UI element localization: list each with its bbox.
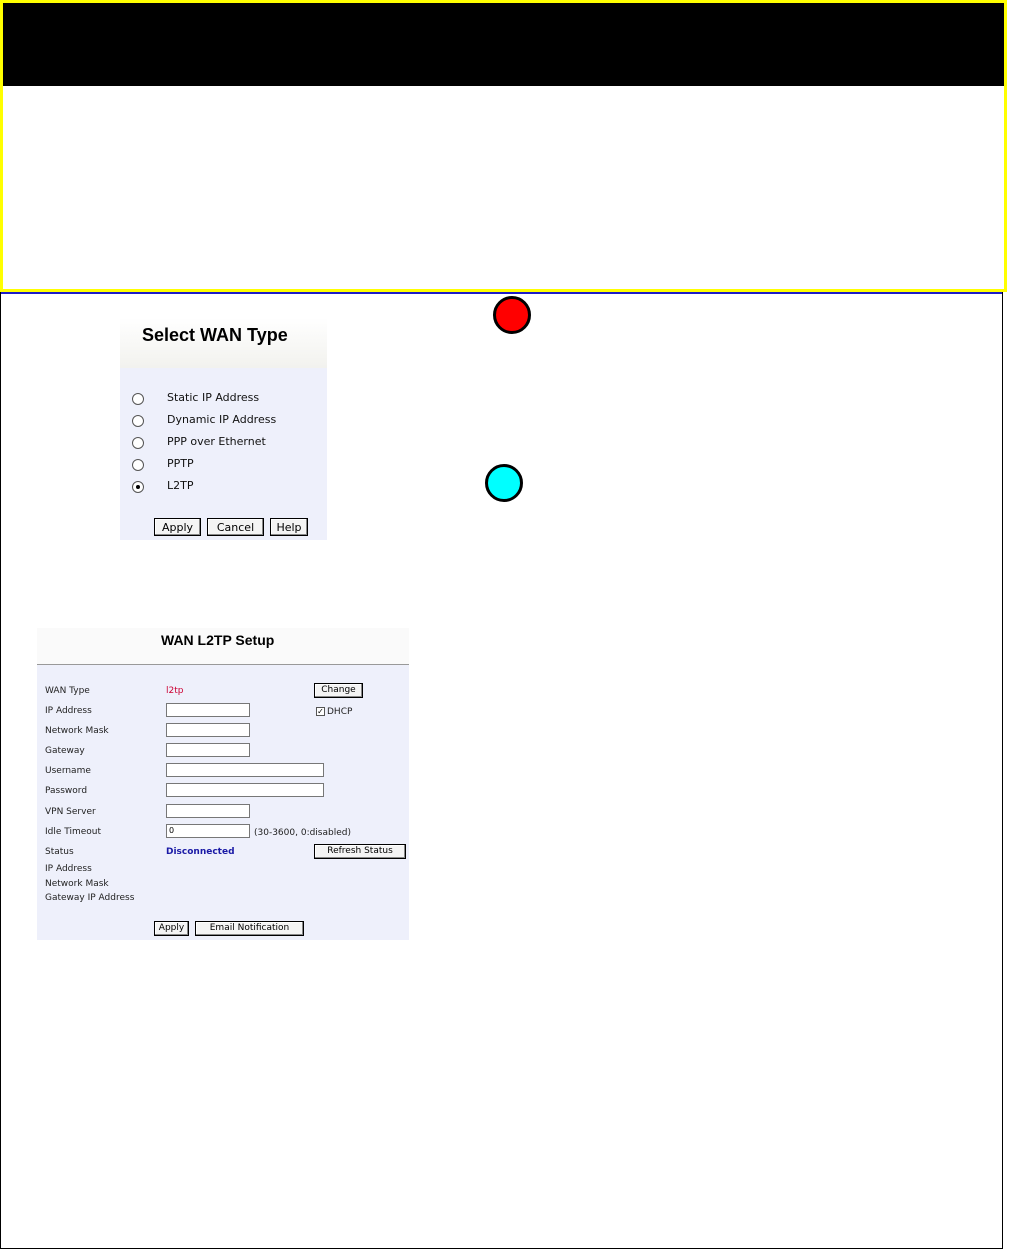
page-header [0,0,1007,292]
ip-address-input[interactable] [166,703,250,717]
dhcp-label: DHCP [327,707,353,717]
idle-timeout-label: Idle Timeout [45,827,102,837]
radio-button[interactable] [132,393,144,405]
username-input[interactable] [166,763,324,777]
cancel-button[interactable]: Cancel [207,518,264,536]
password-label: Password [45,786,88,796]
status-network-mask-label: Network Mask [45,879,109,889]
radio-button-selected[interactable] [132,481,144,493]
panel-title: WAN L2TP Setup [161,632,275,648]
idle-timeout-input[interactable]: 0 [166,824,250,838]
radio-label: L2TP [167,479,194,492]
panel-title-band [120,318,327,368]
idle-timeout-hint: (30-3600, 0:disabled) [254,828,351,838]
header-content-area [3,86,1004,289]
radio-button[interactable] [132,415,144,427]
apply-button[interactable]: Apply [154,518,201,536]
red-step-marker [493,296,531,334]
header-title-bar [3,3,1004,86]
wan-type-value: l2tp [166,686,184,696]
wan-type-label: WAN Type [45,686,90,696]
password-input[interactable] [166,783,324,797]
status-ip-address-label: IP Address [45,864,92,874]
vpn-server-input[interactable] [166,804,250,818]
dhcp-checkbox[interactable]: ✓ [317,707,324,716]
status-gateway-ip-label: Gateway IP Address [45,893,135,903]
username-label: Username [45,766,91,776]
gateway-label: Gateway [45,746,85,756]
refresh-status-button[interactable]: Refresh Status [314,844,406,859]
status-value: Disconnected [166,847,235,857]
panel-title: Select WAN Type [142,325,288,345]
radio-label: Static IP Address [167,391,260,404]
panel-title-band [37,628,409,664]
section-divider [0,292,1003,294]
radio-button[interactable] [132,437,144,449]
frame-left-border [0,292,1,1249]
email-notification-button[interactable]: Email Notification [195,921,304,936]
radio-label: Dynamic IP Address [167,413,277,426]
gateway-input[interactable] [166,743,250,757]
ip-address-label: IP Address [45,706,92,716]
frame-bottom-border [0,1248,1003,1249]
status-label: Status [45,847,74,857]
radio-label: PPTP [167,457,194,470]
radio-label: PPP over Ethernet [167,435,266,448]
vpn-server-label: VPN Server [45,807,96,817]
frame-right-border [1002,292,1003,1249]
help-button[interactable]: Help [270,518,308,536]
apply-button[interactable]: Apply [154,921,189,936]
change-button[interactable]: Change [314,683,363,698]
radio-button[interactable] [132,459,144,471]
select-wan-type-panel [120,318,327,540]
title-separator [37,664,409,665]
network-mask-input[interactable] [166,723,250,737]
network-mask-label: Network Mask [45,726,109,736]
cyan-step-marker [485,464,523,502]
wan-l2tp-setup-panel [37,628,409,940]
